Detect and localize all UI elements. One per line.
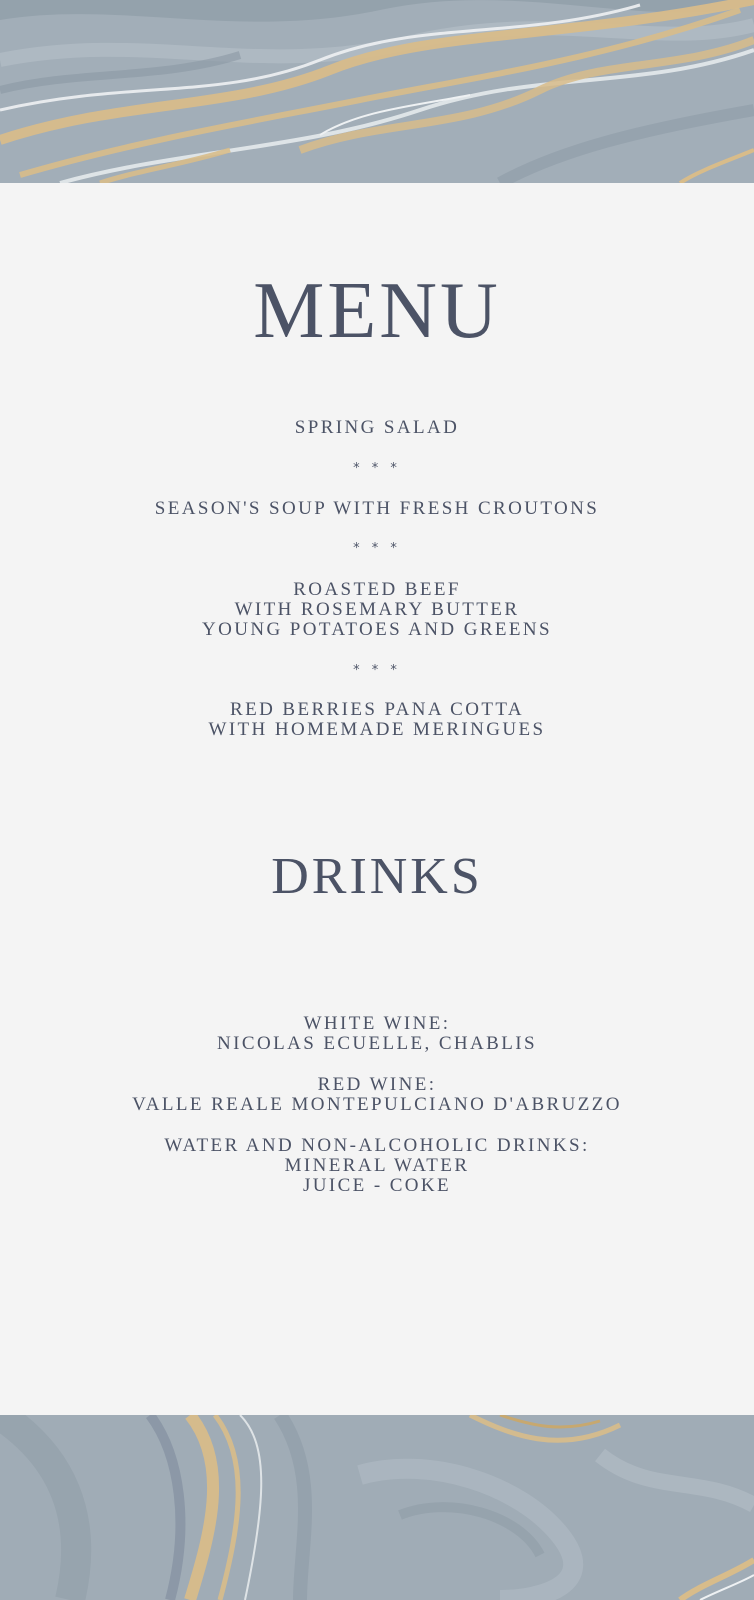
menu-separator: * * *	[353, 541, 401, 556]
menu-separator: * * *	[353, 461, 401, 476]
drinks-line: NICOLAS ECUELLE, CHABLIS	[217, 1033, 537, 1054]
drinks-line: WHITE WINE:	[303, 1013, 451, 1034]
drinks-group-red-wine	[0, 1075, 754, 1115]
drinks-title: DRINKS	[271, 848, 483, 905]
drinks-line: WATER AND NON-ALCOHOLIC DRINKS:	[164, 1135, 590, 1156]
marble-texture-bottom	[0, 1415, 754, 1600]
drinks-group-white-wine	[0, 1014, 754, 1054]
menu-course-line: YOUNG POTATOES AND GREENS	[201, 619, 552, 640]
drinks-line: JUICE - COKE	[302, 1175, 452, 1196]
menu-course-line: SPRING SALAD	[294, 417, 460, 438]
menu-course-line: SEASON'S SOUP WITH FRESH CROUTONS	[154, 498, 600, 519]
menu-separator: * * *	[353, 663, 401, 678]
menu-course-line: WITH HOMEMADE MERINGUES	[208, 719, 546, 740]
drinks-line: RED WINE:	[317, 1074, 437, 1095]
drinks-line: MINERAL WATER	[284, 1155, 470, 1176]
drinks-line: VALLE REALE MONTEPULCIANO D'ABRUZZO	[132, 1094, 622, 1115]
menu-course-line: ROASTED BEEF	[293, 579, 461, 600]
menu-title: MENU	[253, 267, 501, 355]
menu-course-3	[0, 580, 754, 640]
marble-banner-top	[0, 0, 754, 183]
marble-texture-top	[0, 0, 754, 183]
menu-course-line: RED BERRIES PANA COTTA	[230, 699, 524, 720]
menu-course-line: WITH ROSEMARY BUTTER	[234, 599, 520, 620]
menu-course-4	[0, 700, 754, 740]
menu-course-1	[0, 418, 754, 438]
drinks-group-non-alcoholic	[0, 1136, 754, 1196]
menu-course-2	[0, 499, 754, 519]
marble-banner-bottom	[0, 1415, 754, 1600]
